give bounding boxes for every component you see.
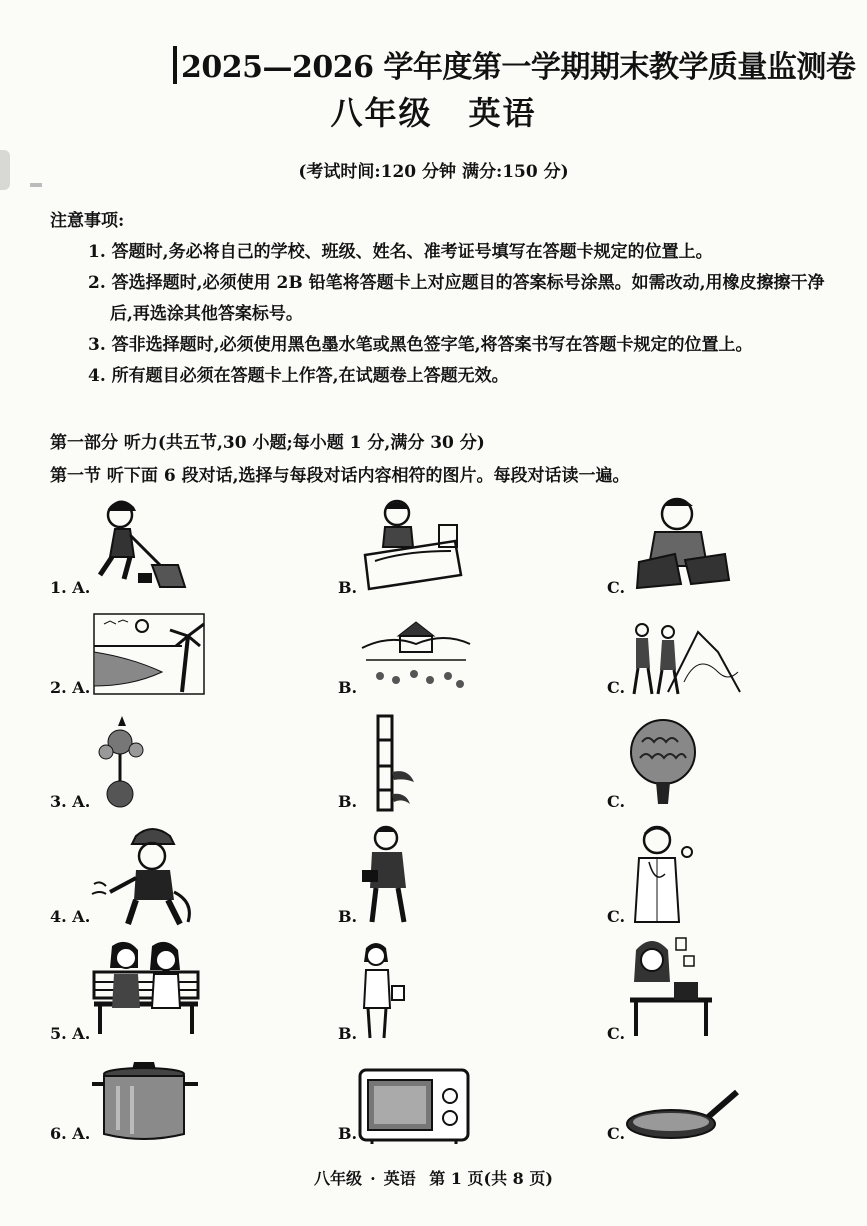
question-5-label: 5. A. (50, 1024, 91, 1043)
question-2-label: 2. A. (50, 678, 91, 697)
firefighter-picture (90, 822, 200, 928)
footer-subject: 英语 (383, 1169, 416, 1188)
option-c-label: C. (607, 1024, 626, 1043)
option-b-label: B. (338, 1024, 358, 1043)
beach-picture (92, 612, 207, 698)
notice-heading: 注意事项: (50, 211, 125, 231)
option-b-label: B. (338, 907, 358, 926)
option-c-label: C. (607, 1124, 626, 1143)
question-1-label: 1. A. (50, 578, 91, 597)
option-b-label: B. (338, 792, 358, 811)
doctor-picture (625, 822, 697, 928)
exam-subtitle (0, 88, 867, 134)
exam-info: (考试时间:120 分钟 满分:150 分) (298, 162, 569, 182)
question-3-label: 3. A. (50, 792, 91, 811)
flower-plant-picture (92, 712, 152, 812)
section1-heading: 第一节 听下面 6 段对话,选择与每段对话内容相符的图片。每段对话读一遍。 (50, 466, 630, 486)
option-c-label: C. (607, 907, 626, 926)
exam-title: 2025—2026 学年度第一学期期末教学质量监测卷 (181, 50, 856, 85)
bamboo-picture (360, 712, 420, 812)
notice-item: 1. 答题时,务必将自己的学校、班级、姓名、准考证号填写在答题卡规定的位置上。 (88, 242, 713, 262)
woman-at-desk-picture (628, 934, 714, 1040)
boy-sweeping-picture (90, 495, 190, 595)
notice-item: 2. 答选择题时,必须使用 2B 铅笔将答题卡上对应题目的答案标号涂黑。如需改动,用橡皮擦擦干净后,再选涂其他答案标号。 (88, 273, 825, 324)
frying-pan-picture (625, 1088, 743, 1144)
woman-on-phone-picture (352, 938, 412, 1042)
man-folding-clothes-picture (625, 492, 737, 592)
photographer-picture (352, 822, 422, 928)
girls-on-bench-picture (90, 938, 202, 1038)
question-6-label: 6. A. (50, 1124, 91, 1143)
boy-at-bed-picture (355, 495, 465, 595)
footer-grade: 八年级 (314, 1169, 363, 1188)
farm-house-picture (360, 614, 472, 694)
option-b-label: B. (338, 1124, 358, 1143)
scan-edge-mark-small (30, 183, 42, 187)
microwave-picture (358, 1068, 470, 1144)
option-c-label: C. (607, 578, 626, 597)
part1-heading: 第一部分 听力(共五节,30 小题;每小题 1 分,满分 30 分) (50, 433, 485, 453)
subject-label: 英语 (468, 94, 537, 132)
question-4-label: 4. A. (50, 907, 91, 926)
option-c-label: C. (607, 678, 626, 697)
notice-item: 3. 答非选择题时,必须使用黑色墨水笔或黑色签字笔,将答案书写在答题卡规定的位置上。 (88, 335, 753, 355)
footer-page-number: 第 1 页(共 8 页) (429, 1169, 553, 1188)
option-b-label: B. (338, 678, 358, 697)
notice-block (50, 206, 840, 392)
title-bar (173, 46, 177, 84)
option-b-label: B. (338, 578, 358, 597)
grade-label: 八年级 (330, 94, 433, 132)
option-c-label: C. (607, 792, 626, 811)
cooking-pot-picture (90, 1052, 200, 1144)
hikers-mountain-picture (628, 612, 743, 698)
page-footer (0, 1166, 867, 1189)
tree-picture (628, 712, 698, 812)
notice-item: 4. 所有题目必须在答题卡上作答,在试题卷上答题无效。 (88, 366, 509, 386)
footer-dot: · (370, 1169, 376, 1188)
